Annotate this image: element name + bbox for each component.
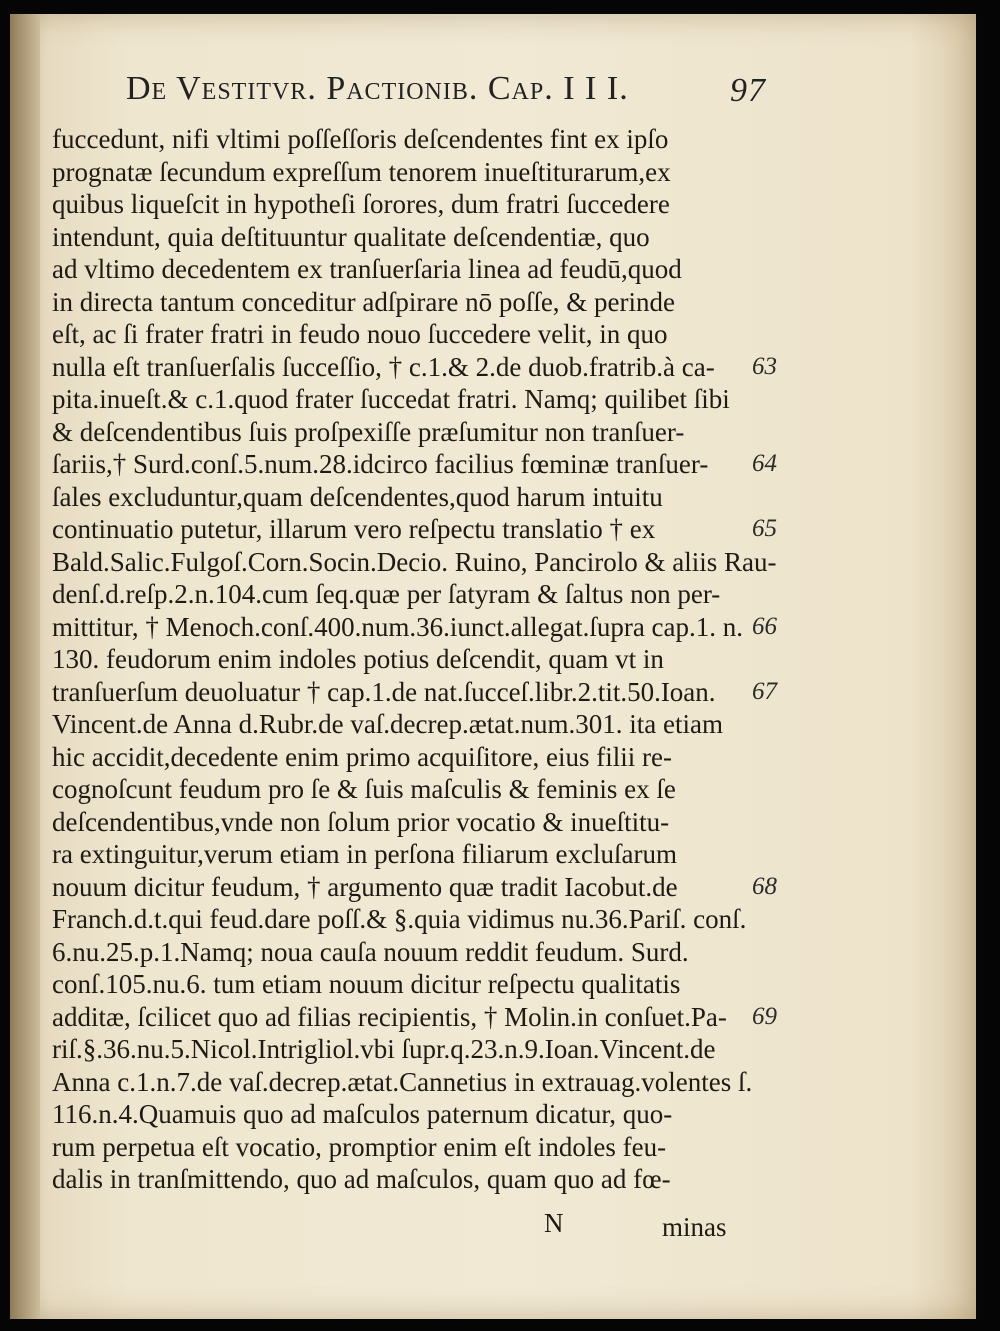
running-title: De Vestitvr. Pactionib. Cap. I I I.	[126, 70, 629, 107]
text-line: dalis in tranſmittendo, quo ad maſculos, quam quo ad fœ-	[52, 1164, 671, 1194]
text-line: intendunt, quia deſtituuntur qualitate deſcendentiæ, quo	[52, 221, 650, 252]
text-line: 130. feudorum enim indoles potius deſcendit, quam vt in	[52, 644, 664, 674]
marginal-note-number: 66	[752, 612, 777, 640]
text-line: additæ, ſcilicet quo ad filias recipientis, † Molin.in conſuet.Pa-	[52, 1001, 727, 1032]
marginal-note-number: 68	[752, 872, 777, 900]
text-line: conſ.105.nu.6. tum etiam nouum dicitur reſpectu qualitatis	[52, 969, 681, 999]
text-line: continuatio putetur, illarum vero reſpectu translatio † ex	[52, 514, 656, 544]
text-line: & deſcendentibus ſuis proſpexiſſe præſumitur non tranſuer-	[52, 416, 685, 447]
text-line: pita.inueſt.& c.1.quod frater ſuccedat fratri. Namq; quilibet ſibi	[52, 384, 730, 414]
marginal-note-number: 64	[752, 450, 777, 477]
catchword: minas	[662, 1212, 727, 1242]
text-line: ſariis,† Surd.conſ.5.num.28.idcirco facilius fœminæ tranſuer-	[52, 449, 709, 479]
page-gutter	[10, 14, 40, 1319]
marginal-note-number: 67	[752, 677, 777, 705]
marginal-note-number: 63	[752, 352, 777, 380]
marginal-note-number: 69	[752, 1002, 777, 1030]
text-line: nouum dicitur feudum, † argumento quæ tradit Iacobut.de	[52, 871, 678, 902]
marginal-note-number: 65	[752, 515, 777, 542]
text-line: ra extinguitur,verum etiam in perſona filiarum excluſarum	[52, 839, 677, 869]
text-line: riſ.§.36.nu.5.Nicol.Intrigliol.vbi ſupr.q.23.n.9.Ioan.Vincent.de	[52, 1034, 716, 1064]
signature-mark: N	[544, 1208, 564, 1238]
page-number: 97	[730, 72, 766, 109]
text-line: eſt, ac ſi frater fratri in feudo nouo ſuccedere velit, in quo	[52, 319, 668, 349]
running-header	[126, 66, 766, 110]
text-line: 6.nu.25.p.1.Namq; noua cauſa nouum reddit feudum. Surd.	[52, 936, 689, 967]
text-line: mittitur, † Menoch.conſ.400.num.36.iunct.allegat.ſupra cap.1. n.	[52, 611, 744, 642]
text-line: ad vltimo decedentem ex tranſuerſaria linea ad feudū,quod	[52, 254, 682, 284]
text-line: Franch.d.t.qui feud.dare poſſ.& §.quia vidimus nu.36.Pariſ. conſ.	[52, 904, 747, 934]
text-line: rum perpetua eſt vocatio, promptior enim eſt indoles feu-	[52, 1131, 667, 1162]
text-line: nulla eſt tranſuerſalis ſucceſſio, † c.1.& 2.de duob.fratrib.à ca-	[52, 351, 715, 382]
text-line: in directa tantum conceditur adſpirare nō poſſe, & perinde	[52, 286, 676, 317]
text-line: Bald.Salic.Fulgoſ.Corn.Socin.Decio. Ruino, Pancirolo & aliis Rau-	[52, 546, 777, 577]
text-line: quibus liqueſcit in hypotheſi ſorores, dum fratri ſuccedere	[52, 189, 670, 219]
text-line: fuccedunt, nifi vltimi poſſeſſoris deſcendentes fint ex ipſo	[52, 124, 669, 154]
text-line: deſcendentibus,vnde non ſolum prior vocatio & inueſtitu-	[52, 806, 670, 837]
text-line: cognoſcunt feudum pro ſe & ſuis maſculis & feminis ex ſe	[52, 774, 676, 804]
text-line: denſ.d.reſp.2.n.104.cum ſeq.quæ per ſatyram & ſaltus non per-	[52, 579, 721, 609]
text-line: Vincent.de Anna d.Rubr.de vaſ.decrep.ætat.num.301. ita etiam	[52, 709, 723, 739]
text-line: Anna c.1.n.7.de vaſ.decrep.ætat.Cannetius in extrauag.volentes ſ.	[52, 1066, 753, 1097]
text-line: hic accidit,decedente enim primo acquiſitore, eius filii re-	[52, 741, 672, 772]
text-line: ſales excluduntur,quam deſcendentes,quod harum intuitu	[52, 481, 663, 512]
text-line: tranſuerſum deuoluatur † cap.1.de nat.ſucceſ.libr.2.tit.50.Ioan.	[52, 676, 716, 707]
text-line: prognatæ ſecundum expreſſum tenorem inueſtiturarum,ex	[52, 156, 671, 187]
text-line: 116.n.4.Quamuis quo ad maſculos paternum dicatur, quo-	[52, 1099, 673, 1129]
